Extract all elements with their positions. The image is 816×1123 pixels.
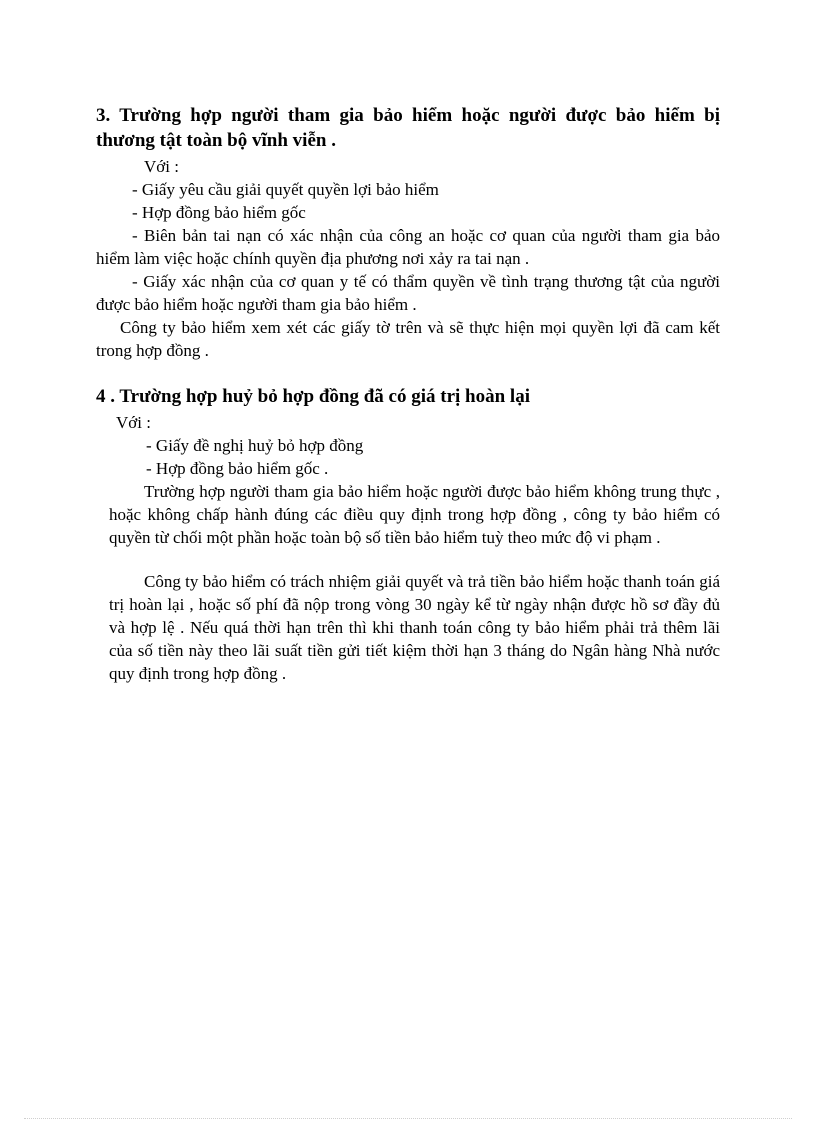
page-bottom-divider [24, 1118, 792, 1119]
section-4-heading: 4 . Trường hợp huỷ bỏ hợp đồng đã có giá trị hoàn lại [96, 386, 530, 407]
section-4-item-cancel-request: - Giấy đề nghị huỷ bỏ hợp đồng [146, 436, 364, 455]
section-4-paragraph-dishonesty: Trường hợp người tham gia bảo hiểm hoặc người được bảo hiểm không trung thực , hoặc không chấp hành đúng các điều quy định trong hợp đồng , công ty bảo hiểm có quyền từ chối một phần hoặc toàn bộ số tiền bảo hiểm tuỳ theo mức độ vi phạm . [109, 482, 720, 547]
section-4-paragraph-payment: Công ty bảo hiểm có trách nhiệm giải quyết và trả tiền bảo hiểm hoặc thanh toán giá trị hoàn lại , hoặc số phí đã nộp trong vòng 30 ngày kể từ ngày nhận được hồ sơ đầy đủ và hợp lệ . Nếu quá thời hạn trên thì khi thanh toán công ty bảo hiểm phải trả thêm lãi của số tiền này theo lãi suất tiền gửi tiết kiệm thời hạn 3 tháng do Ngân hàng Nhà nước quy định trong hợp đồng . [109, 572, 720, 683]
section-3-heading: 3. Trường hợp người tham gia bảo hiểm hoặc người được bảo hiểm bị thương tật toàn bộ vĩnh viễn . [96, 105, 720, 151]
section-3-item-accident-report: - Biên bản tai nạn có xác nhận của công an hoặc cơ quan của người tham gia bảo hiểm làm việc hoặc chính quyền địa phương nơi xảy ra tai nạn . [96, 226, 720, 268]
section-3-intro: Với : [144, 157, 179, 176]
section-3-closing: Công ty bảo hiểm xem xét các giấy tờ trên và sẽ thực hiện mọi quyền lợi đã cam kết trong hợp đồng . [96, 318, 720, 360]
section-3-item-claim-request: - Giấy yêu cầu giải quyết quyền lợi bảo hiểm [132, 180, 439, 199]
section-4-intro: Với : [116, 413, 151, 432]
section-3-item-medical-certificate: - Giấy xác nhận của cơ quan y tế có thẩm quyền về tình trạng thương tật của người được bảo hiểm hoặc người tham gia bảo hiểm . [96, 272, 720, 314]
section-3-item-original-contract: - Hợp đồng bảo hiểm gốc [132, 203, 306, 222]
section-4-item-original-contract: - Hợp đồng bảo hiểm gốc . [146, 459, 329, 478]
